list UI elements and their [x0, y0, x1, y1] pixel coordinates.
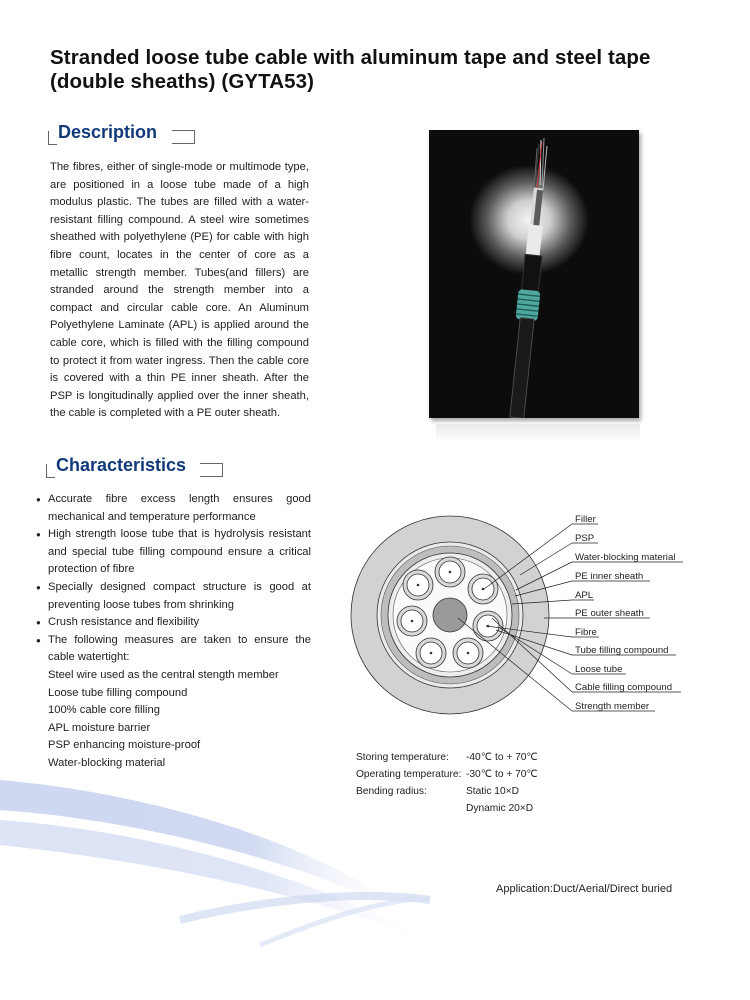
heading-bracket-right [200, 463, 223, 477]
cable-illustration [429, 130, 639, 418]
description-heading [48, 122, 198, 148]
list-item: ● The following measures are taken to ensure the cable watertight: [36, 632, 311, 667]
steel-tape [515, 289, 540, 321]
spec-label: Bending radius: [356, 786, 427, 797]
list-item: ● Specially designed compact structure is good at preventing loose tubes from shrinking [36, 579, 311, 614]
list-item: Loose tube filling compound [48, 686, 188, 699]
heading-bracket-right [172, 130, 195, 144]
list-item: PSP enhancing moisture-proof [48, 739, 201, 752]
list-item: Water-blocking material [48, 756, 166, 769]
spec-value: -30℃ to + 70℃ [466, 769, 538, 780]
spec-label: Storing temperature: [356, 752, 449, 763]
characteristics-list [36, 491, 311, 773]
spec-value: -40℃ to + 70℃ [466, 752, 538, 763]
cable-cross-section-diagram [340, 510, 740, 725]
list-item: Steel wire used as the central stength member [48, 668, 279, 681]
label-strength-member: Strength member [575, 701, 650, 712]
characteristics-heading [46, 455, 226, 481]
label-tube-filling: Tube filling compound [575, 645, 669, 656]
cable-photo [429, 130, 639, 418]
label-psp: PSP [575, 533, 595, 544]
label-loose-tube: Loose tube [575, 664, 623, 675]
characteristics-heading-text: Characteristics [56, 455, 187, 475]
list-item: ● Crush resistance and flexibility [36, 614, 311, 632]
list-item: 100% cable core filling [48, 704, 160, 717]
spec-label: Operating temperature: [356, 769, 462, 780]
page-title: Stranded loose tube cable with aluminum tape and steel tape (double sheaths) (GYTA53) [50, 46, 651, 93]
application-text: Application:Duct/Aerial/Direct buried [496, 883, 673, 895]
label-filler: Filler [575, 514, 596, 525]
strength-member [433, 598, 467, 632]
label-fibre: Fibre [575, 627, 597, 638]
spec-value: Dynamic 20×D [466, 803, 534, 814]
list-item: ● Accurate fibre excess length ensures good mechanical and temperature performance [36, 491, 311, 526]
list-item: ● High strength loose tube that is hydrolysis resistant and special tube filling compound ensure a critical protection of fibre [36, 526, 311, 579]
label-water-blocking: Water-blocking material [575, 552, 676, 563]
label-pe-inner-sheath: PE inner sheath [575, 571, 644, 582]
label-apl: APL [575, 590, 594, 601]
list-item: APL moisture barrier [48, 721, 151, 734]
label-cable-filling: Cable filling compound [575, 682, 673, 693]
fibre-strands [534, 138, 547, 190]
description-text: The fibres, either of single-mode or multimode type, are positioned in a loose tube made of a high modulus plastic. The tubes are filled with a water-resistant filling compound. A steel wire sometimes sheathed with polyethylene (PE) for cable with high fibre count, locates in the center of core as a metallic strength member. Tubes(and fillers) are stranded around the strength member into a compact and circular cable core. An Aluminum Polyethylene Laminate (APL) is applied around the cable core, which is filled with the filling compound to protect it from water ingress. Then the cable core is covered with a thin PE inner sheath. After the PSP is longitudinally applied over the inner sheath, the cable is completed with a PE outer sheath. [50, 161, 309, 420]
description-heading-text: Description [58, 122, 158, 142]
photo-reflection [436, 424, 640, 442]
heading-bracket-left [46, 464, 55, 478]
decorative-swoosh [0, 770, 480, 960]
heading-bracket-left [48, 131, 57, 145]
label-pe-outer-sheath: PE outer sheath [575, 608, 644, 619]
outer-sheath [521, 254, 542, 296]
spec-value: Static 10×D [466, 786, 519, 797]
cable-jacket [510, 318, 534, 418]
